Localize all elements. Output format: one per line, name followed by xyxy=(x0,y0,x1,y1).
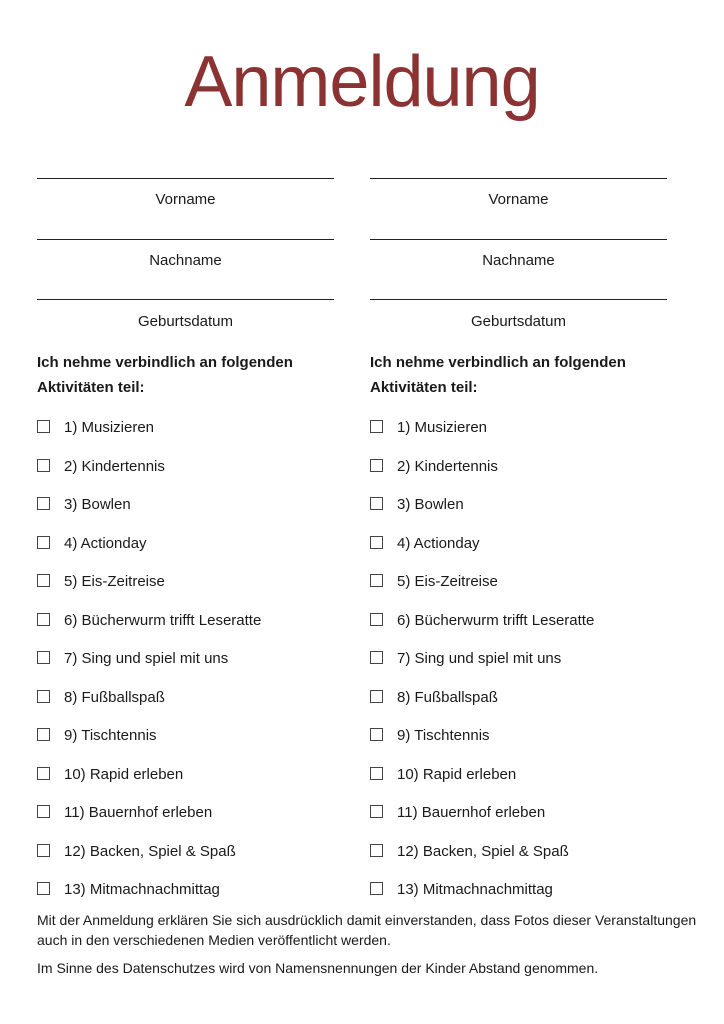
activity-label: 13) Mitmachnachmittag xyxy=(397,881,553,898)
activity-label: 10) Rapid erleben xyxy=(64,766,184,783)
activity-label: 12) Backen, Spiel & Spaß xyxy=(397,843,569,860)
activity-item xyxy=(370,649,561,669)
birthdate-label: Geburtsdatum xyxy=(137,313,234,330)
activity-label: 4) Actionday xyxy=(64,535,147,552)
activity-item xyxy=(370,457,498,477)
activity-label: 4) Actionday xyxy=(397,535,480,552)
activity-checkbox[interactable] xyxy=(370,536,383,549)
activity-label: 3) Bowlen xyxy=(64,496,131,513)
activity-label: 6) Bücherwurm trifft Leseratte xyxy=(64,612,262,629)
activity-checkbox[interactable] xyxy=(370,420,383,433)
activity-label: 11) Bauernhof erleben xyxy=(397,804,546,821)
lastname-line[interactable] xyxy=(37,239,334,240)
activity-label: 8) Fußballspaß xyxy=(397,689,498,706)
activity-checkbox[interactable] xyxy=(370,882,383,895)
activity-checkbox[interactable] xyxy=(37,844,50,857)
activity-item xyxy=(37,495,131,515)
activity-item xyxy=(37,418,154,438)
activity-label: 7) Sing und spiel mit uns xyxy=(64,650,229,667)
activity-checkbox[interactable] xyxy=(370,728,383,741)
activity-label: 10) Rapid erleben xyxy=(397,766,517,783)
activity-checkbox[interactable] xyxy=(370,613,383,626)
activity-item xyxy=(37,649,228,669)
activity-checkbox[interactable] xyxy=(370,459,383,472)
activity-checkbox[interactable] xyxy=(37,767,50,780)
activity-item xyxy=(37,880,220,900)
consent-text: Mit der Anmeldung erklären Sie sich ausdrücklich damit einverstanden, dass Fotos dieser Veranstaltungen auch in den verschiedenen Medien veröffentlicht werden. xyxy=(37,912,697,948)
activity-item xyxy=(37,765,183,785)
activity-item xyxy=(370,495,464,515)
activity-label: 3) Bowlen xyxy=(397,496,464,513)
activity-label: 2) Kindertennis xyxy=(397,458,498,475)
firstname-label: Vorname xyxy=(155,191,216,208)
activity-item xyxy=(370,418,487,438)
activity-label: 8) Fußballspaß xyxy=(64,689,165,706)
page-title: Anmeldung xyxy=(184,42,540,122)
lastname-label: Nachname xyxy=(482,252,555,269)
activity-checkbox[interactable] xyxy=(37,420,50,433)
birthdate-line[interactable] xyxy=(370,299,667,300)
activity-checkbox[interactable] xyxy=(370,844,383,857)
activity-checkbox[interactable] xyxy=(370,805,383,818)
activity-checkbox[interactable] xyxy=(37,728,50,741)
activity-checkbox[interactable] xyxy=(37,536,50,549)
activity-checkbox[interactable] xyxy=(370,767,383,780)
activity-label: 9) Tischtennis xyxy=(397,727,490,744)
activity-item xyxy=(37,842,236,862)
activity-checkbox[interactable] xyxy=(37,459,50,472)
firstname-label: Vorname xyxy=(488,191,549,208)
activity-item xyxy=(37,457,165,477)
activity-checkbox[interactable] xyxy=(370,690,383,703)
activity-label: 11) Bauernhof erleben xyxy=(64,804,213,821)
activity-checkbox[interactable] xyxy=(37,882,50,895)
activity-item xyxy=(370,880,553,900)
activity-item xyxy=(370,726,490,746)
activity-checkbox[interactable] xyxy=(37,497,50,510)
firstname-line[interactable] xyxy=(37,178,334,179)
activity-checkbox[interactable] xyxy=(37,613,50,626)
birthdate-line[interactable] xyxy=(37,299,334,300)
activity-label: 1) Musizieren xyxy=(64,419,155,436)
activity-item xyxy=(37,726,157,746)
activity-item xyxy=(37,572,165,592)
activity-label: 5) Eis-Zeitreise xyxy=(397,573,498,590)
activity-label: 13) Mitmachnachmittag xyxy=(64,881,220,898)
lastname-line[interactable] xyxy=(370,239,667,240)
activity-item xyxy=(370,765,516,785)
activity-item xyxy=(37,803,212,823)
activity-item xyxy=(370,572,498,592)
activity-label: 2) Kindertennis xyxy=(64,458,165,475)
activity-item xyxy=(37,534,147,554)
activities-heading: Ich nehme verbindlich an folgenden Aktivitäten teil: xyxy=(370,354,626,396)
privacy-text: Im Sinne des Datenschutzes wird von Namensnennungen der Kinder Abstand genommen. xyxy=(37,960,599,976)
activity-checkbox[interactable] xyxy=(37,574,50,587)
activity-item xyxy=(37,611,261,631)
activity-checkbox[interactable] xyxy=(370,497,383,510)
activity-item xyxy=(370,534,480,554)
activity-item xyxy=(370,688,498,708)
activity-checkbox[interactable] xyxy=(370,651,383,664)
activities-heading: Ich nehme verbindlich an folgenden Aktivitäten teil: xyxy=(37,354,293,396)
activity-checkbox[interactable] xyxy=(37,651,50,664)
activity-label: 12) Backen, Spiel & Spaß xyxy=(64,843,236,860)
activity-item xyxy=(370,803,545,823)
activity-checkbox[interactable] xyxy=(37,805,50,818)
activity-checkbox[interactable] xyxy=(370,574,383,587)
birthdate-label: Geburtsdatum xyxy=(470,313,567,330)
activity-label: 9) Tischtennis xyxy=(64,727,157,744)
firstname-line[interactable] xyxy=(370,178,667,179)
lastname-label: Nachname xyxy=(149,252,222,269)
activity-label: 6) Bücherwurm trifft Leseratte xyxy=(397,612,595,629)
activity-item xyxy=(370,611,594,631)
activity-item xyxy=(37,688,165,708)
activity-item xyxy=(370,842,569,862)
activity-label: 7) Sing und spiel mit uns xyxy=(397,650,562,667)
activity-checkbox[interactable] xyxy=(37,690,50,703)
activity-label: 1) Musizieren xyxy=(397,419,488,436)
activity-label: 5) Eis-Zeitreise xyxy=(64,573,165,590)
